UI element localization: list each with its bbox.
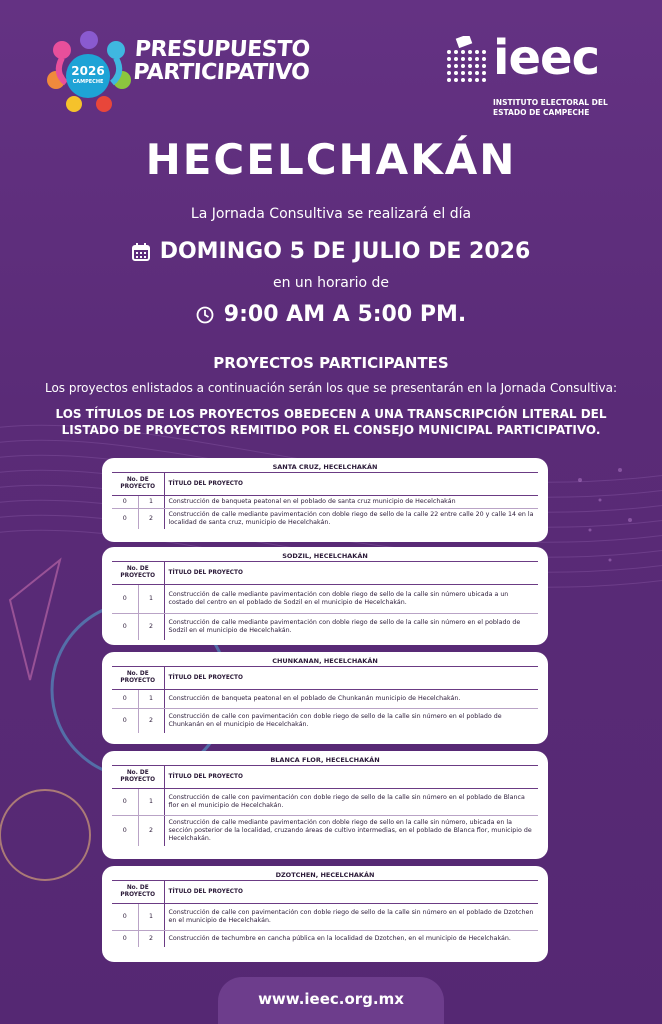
col-header-no: No. DE PROYECTO — [112, 562, 164, 585]
project-num-b: 1 — [138, 789, 164, 816]
project-num-b: 1 — [138, 904, 164, 931]
project-num-b: 2 — [138, 509, 164, 530]
projects-table — [112, 473, 538, 529]
event-time — [0, 302, 662, 327]
col-header-no: No. DE PROYECTO — [112, 473, 164, 496]
project-title: Construcción de calle mediante pavimentación con doble riego de sello de la calle sin número ubicada a un costado del centro en el poblado de Sodzil en el municipio de Hecelchakán. — [164, 585, 538, 614]
project-title: Construcción de calle con pavimentación con doble riego de sello de la calle sin número en el poblado de Chunkanán en el municipio de Hecelchakán. — [168, 713, 502, 728]
table-row — [112, 690, 538, 709]
col-header-title: TÍTULO DEL PROYECTO — [164, 667, 538, 690]
col-header-title: TÍTULO DEL PROYECTO — [164, 473, 538, 496]
projects-table — [112, 667, 538, 733]
locality-name: DZOTCHEN, HECELCHAKÁN — [112, 869, 538, 881]
logo-place: CAMPECHE — [72, 79, 104, 85]
ieec-wordmark: ieec — [493, 30, 600, 86]
project-num-b: 2 — [138, 816, 164, 847]
project-num-a: 0 — [112, 509, 138, 530]
presupuesto-participativo-wordmark — [132, 38, 311, 84]
locality-card — [102, 866, 548, 962]
locality-card — [102, 458, 548, 542]
col-header-title: TÍTULO DEL PROYECTO — [164, 562, 538, 585]
project-title: Construcción de calle con pavimentación con doble riego de sello de la calle sin número en el poblado de Dzotchen en el municipio de Hecelchakán. — [164, 904, 538, 931]
intro-text: La Jornada Consultiva se realizará el día — [190, 206, 472, 222]
ieec-sub-line2: ESTADO DE CAMPECHE — [493, 108, 590, 117]
notice-text: LOS TÍTULOS DE LOS PROYECTOS OBEDECEN A UNA TRANSCRIPCIÓN LITERAL DEL LISTADO DE PROYECTOS REMITIDO POR EL CONSEJO MUNICIPAL PARTICIPATIVO. — [55, 407, 607, 437]
projects-table — [112, 766, 538, 846]
event-date — [0, 239, 662, 264]
ieec-sub-line1: INSTITUTO ELECTORAL DEL — [493, 98, 608, 107]
event-time-text: 9:00 AM A 5:00 PM. — [223, 302, 467, 327]
project-num-a: 0 — [112, 690, 138, 709]
project-num-a: 0 — [112, 614, 138, 641]
col-header-no: No. DE PROYECTO — [112, 766, 164, 789]
table-row — [112, 496, 538, 509]
table-row — [112, 614, 538, 641]
project-num-b: 1 — [138, 690, 164, 709]
project-num-a: 0 — [112, 789, 138, 816]
project-title: Construcción de banqueta peatonal en el poblado de santa cruz municipio de Hecelchakán — [164, 496, 538, 509]
project-num-a: 0 — [112, 585, 138, 614]
section-intro: Los proyectos enlistados a continuación serán los que se presentarán en la Jornada Consultiva: — [44, 381, 618, 395]
col-header-no: No. DE PROYECTO — [112, 667, 164, 690]
project-num-b: 1 — [138, 496, 164, 509]
table-row — [112, 789, 538, 816]
clock-icon — [196, 306, 214, 324]
ieec-logo — [445, 26, 625, 122]
section-title: PROYECTOS PARTICIPANTES — [213, 354, 449, 372]
logo-year: 2026 — [71, 64, 105, 78]
calendar-icon — [132, 243, 150, 261]
ieec-subtitle — [493, 98, 608, 118]
locality-name: SODZIL, HECELCHAKÁN — [112, 550, 538, 562]
project-title: Construcción de calle mediante pavimentación con doble riego de sello en la calle sin número, ubicada en la sección posterior de la localidad, cruzando áreas de cultivo intermedias, en el poblado de Blanca flor, municipio de Hecelchakán. — [168, 819, 532, 842]
pp-line2: PARTICIPATIVO — [132, 60, 311, 85]
page-title: HECELCHAKÁN — [145, 135, 517, 184]
project-num-a: 0 — [112, 904, 138, 931]
col-header-no: No. DE PROYECTO — [112, 881, 164, 904]
col-header-title: TÍTULO DEL PROYECTO — [164, 881, 538, 904]
footer-url-link[interactable]: www.ieec.org.mx — [258, 990, 404, 1008]
project-title: Construcción de calle mediante pavimentación con doble riego de sello de la calle sin número en el poblado de Sodzil en el municipio de Hecelchakán. — [168, 619, 521, 634]
project-title: Construcción de banqueta peatonal en el poblado de Chunkanán municipio de Hecelchakán. — [164, 690, 538, 709]
project-title: Construcción de calle mediante pavimentación con doble riego de sello de la calle 22 entre calle 20 y calle 14 en la localidad de santa cruz, municipio de Hecelchakán. — [168, 511, 534, 526]
ieec-ballot-icon — [445, 36, 489, 88]
project-num-b: 2 — [138, 709, 164, 734]
table-row — [112, 816, 538, 847]
table-row — [112, 931, 538, 948]
locality-name: CHUNKANAN, HECELCHAKÁN — [112, 655, 538, 667]
project-num-b: 2 — [138, 931, 164, 948]
horario-text: en un horario de — [272, 275, 390, 291]
project-num-b: 1 — [138, 585, 164, 614]
table-row — [112, 585, 538, 614]
locality-card — [102, 751, 548, 859]
project-num-a: 0 — [112, 709, 138, 734]
projects-table — [112, 562, 538, 640]
project-num-a: 0 — [112, 816, 138, 847]
header — [0, 20, 662, 120]
footer-url[interactable] — [218, 977, 444, 1024]
locality-name: BLANCA FLOR, HECELCHAKÁN — [112, 754, 538, 766]
table-row — [112, 904, 538, 931]
project-num-a: 0 — [112, 931, 138, 948]
projects-table — [112, 881, 538, 947]
table-row — [112, 709, 538, 734]
pp-line1: PRESUPUESTO — [133, 37, 311, 62]
project-num-b: 2 — [138, 614, 164, 641]
project-title: Construcción de techumbre en cancha pública en la localidad de Dzotchen, en el municipio de Hecelchakán. — [168, 935, 511, 942]
project-num-a: 0 — [112, 496, 138, 509]
project-title: Construcción de calle con pavimentación con doble riego de sello de la calle sin número en el poblado de Blanca flor en el municipio de Hecelchakán. — [164, 789, 538, 816]
col-header-title: TÍTULO DEL PROYECTO — [164, 766, 538, 789]
event-date-text: DOMINGO 5 DE JULIO DE 2026 — [159, 239, 531, 264]
logo-badge — [66, 54, 110, 98]
locality-card — [102, 652, 548, 744]
locality-name: SANTA CRUZ, HECELCHAKÁN — [112, 461, 538, 473]
table-row — [112, 509, 538, 530]
locality-card — [102, 547, 548, 645]
